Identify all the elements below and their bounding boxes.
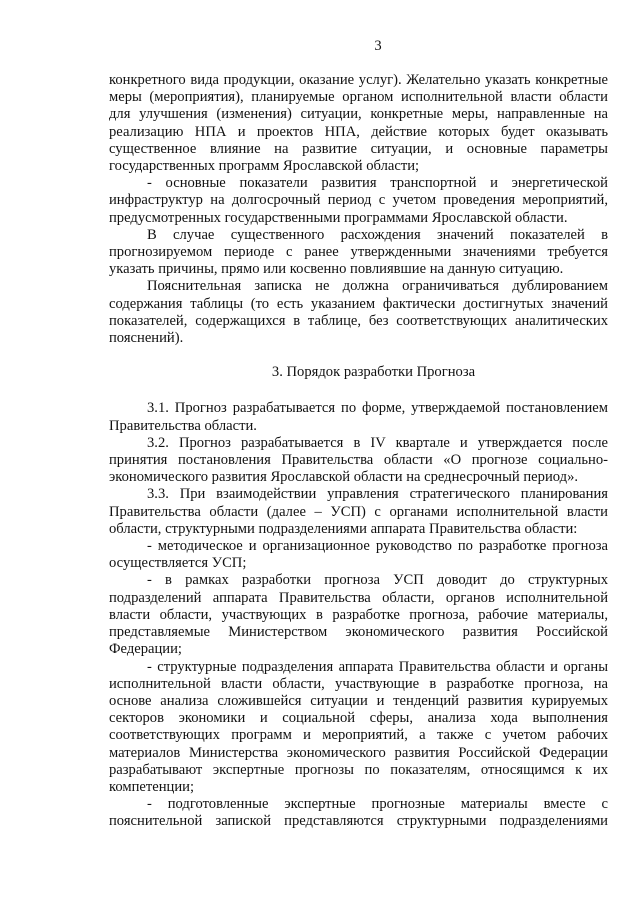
paragraph: 3.3. При взаимодействии управления стратегического планирования Правительства области (далее – УСП) с органами исполнительной власти области, структурными подразделениями аппарата Правительства области: bbox=[109, 486, 608, 537]
section-heading: 3. Порядок разработки Прогноза bbox=[271, 364, 476, 381]
page-number: 3 bbox=[374, 38, 382, 54]
paragraph-group-top bbox=[109, 72, 608, 347]
paragraph: Пояснительная записка не должна ограничиваться дублированием содержания таблицы (то есть указанием фактически достигнутых значений показателей, содержащихся в таблице, без соответствующих аналитических пояснений). bbox=[109, 278, 608, 347]
paragraph: 3.2. Прогноз разрабатывается в IV квартале и утверждается после принятия постановления Правительства области «О прогнозе социально-экономического развития Ярославской области на среднесрочный период». bbox=[109, 434, 608, 486]
paragraph: - основные показатели развития транспортной и энергетической инфраструктур на долгосрочный период с учетом проведения мероприятий, предусмотренных государственными программами Ярославской области. bbox=[109, 175, 608, 226]
paragraph: - методическое и организационное руководство по разработке прогноза осуществляется УСП; bbox=[109, 538, 608, 572]
paragraph: 3.1. Прогноз разрабатывается по форме, утверждаемой постановлением Правительства области. bbox=[109, 400, 608, 434]
paragraph: - подготовленные экспертные прогнозные материалы вместе с пояснительной запиской представляются структурными подразделениями bbox=[109, 796, 608, 830]
paragraph: конкретного вида продукции, оказание услуг). Желательно указать конкретные меры (мероприятия), планируемые органом исполнительной власти области для улучшения (изменения) ситуации, конкретные меры, направленные на реализацию НПА и проектов НПА, действие которых будет оказывать существенное влияние на развитие ситуации, и основные параметры государственных программ Ярославской области; bbox=[109, 72, 608, 175]
paragraph-group-bottom bbox=[109, 400, 608, 830]
page-content bbox=[109, 72, 608, 831]
paragraph: В случае существенного расхождения значений показателей в прогнозируемом периоде с ранее утвержденными значениями требуется указать причины, прямо или косвенно повлиявшие на данную ситуацию. bbox=[109, 226, 608, 278]
paragraph: - структурные подразделения аппарата Правительства области и органы исполнительной власти области, участвующие в разработке прогноза, на основе анализа сложившейся ситуации и тенденций развития курируемых секторов экономики и социальной сферы, анализа хода выполнения соответствующих программ и мероприятий, а также с учетом рабочих материалов Министерства экономического развития Российской Федерации разрабатывают экспертные прогнозы по показателям, относящимся к их компетенции; bbox=[109, 658, 608, 795]
paragraph: - в рамках разработки прогноза УСП доводит до структурных подразделений аппарата Правительства области, органов исполнительной власти области, участвующих в разработке прогноза, рабочие материалы, представляемые Министерством экономического развития Российской Федерации; bbox=[109, 572, 608, 658]
